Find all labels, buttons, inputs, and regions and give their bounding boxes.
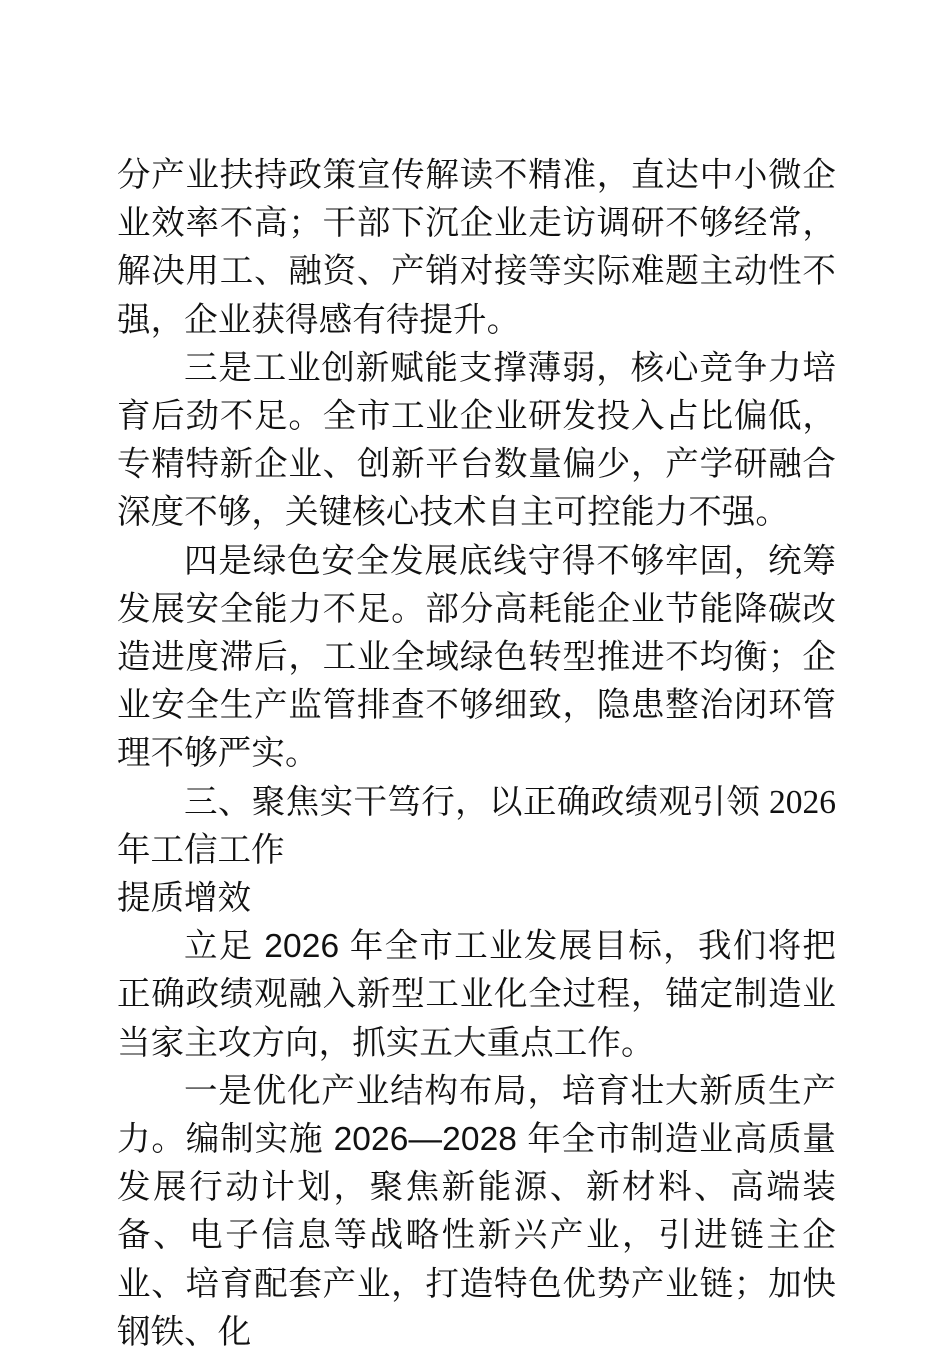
- paragraph-item-four-green-safety: 四是绿色安全发展底线守得不够牢固，统筹发展安全能力不足。部分高耗能企业节能降碳改造进度滞后，工业全域绿色转型推进不均衡；企业安全生产监管排查不够细致，隐患整治闭环管理不够严实。: [117, 542, 836, 773]
- paragraph-item-one-industry-structure: 一是优化产业结构布局，培育壮大新质生产力。编制实施 2026—2028 年全市制造业高质量发展行动计划，聚焦新能源、新材料、高端装备、电子信息等战略性新兴产业，引进链主企业、培育配套产业，打造特色优势产业链；加快钢铁、化: [117, 1072, 836, 1351]
- paragraph-policy-support-continuation: 分产业扶持政策宣传解读不精准，直达中小微企业效率不高；干部下沉企业走访调研不够经常，解决用工、融资、产销对接等实际难题主动性不强，企业获得感有待提升。: [117, 157, 836, 339]
- paragraph-item-three-innovation: 三是工业创新赋能支撑薄弱，核心竞争力培育后劲不足。全市工业企业研发投入占比偏低，专精特新企业、创新平台数量偏少，产学研融合深度不够，关键核心技术自主可控能力不强。: [117, 349, 836, 532]
- document-text-column: [117, 152, 836, 1357]
- section-heading-three: 三、聚焦实干笃行，以正确政绩观引领 2026 年工信工作: [117, 783, 836, 869]
- paragraph-2026-goals: 立足 2026 年全市工业发展目标，我们将把正确政绩观融入新型工业化全过程，锚定制造业当家主攻方向，抓实五大重点工作。: [117, 928, 836, 1062]
- section-heading-three-continuation: 提质增效: [117, 880, 251, 918]
